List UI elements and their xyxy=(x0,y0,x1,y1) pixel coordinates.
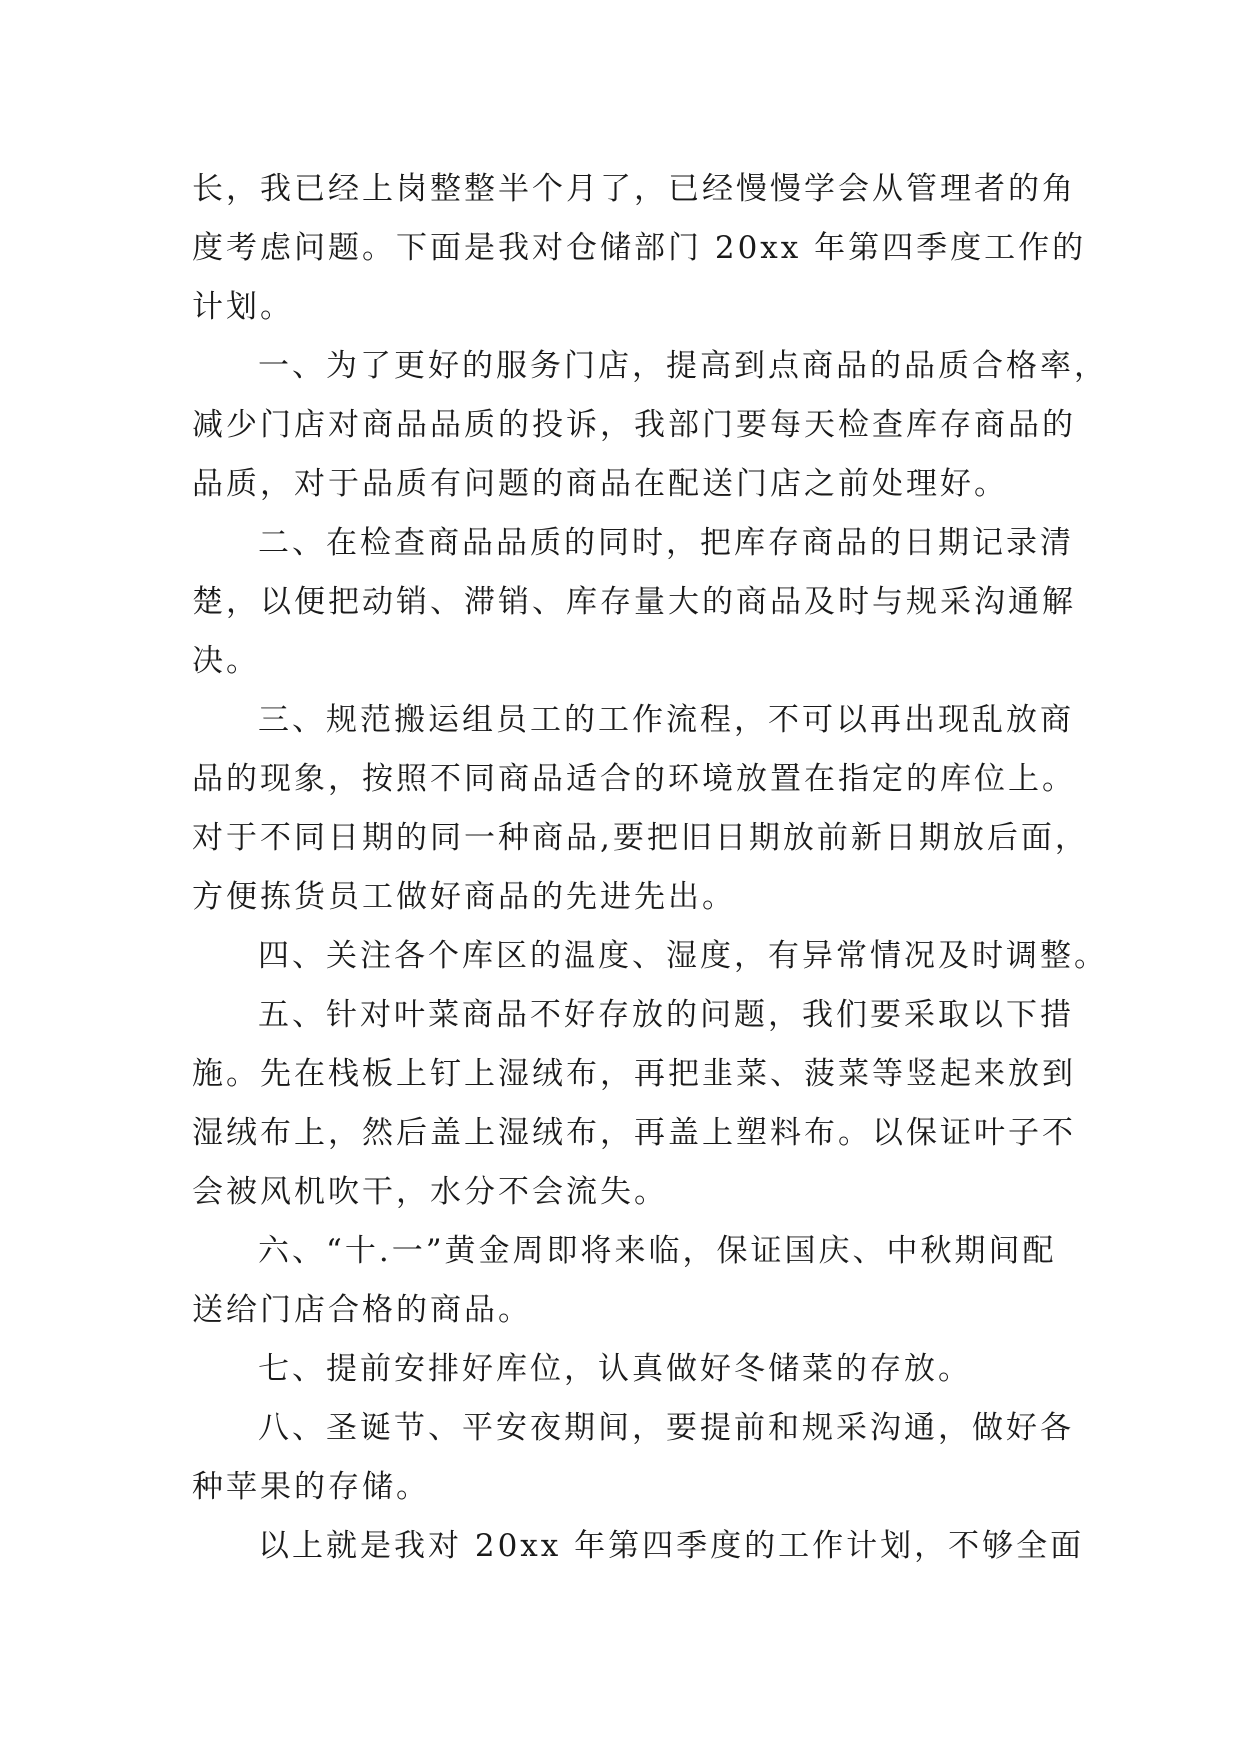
text-line: 品质，对于品质有问题的商品在配送门店之前处理好。 xyxy=(192,466,1008,502)
text-line: 计划。 xyxy=(192,289,294,325)
text-line: 送给门店合格的商品。 xyxy=(192,1292,532,1328)
text-line: 减少门店对商品品质的投诉，我部门要每天检查库存商品的 xyxy=(192,407,1076,443)
text-line: 方便拣货员工做好商品的先进先出。 xyxy=(192,879,736,915)
text-line: 长，我已经上岗整整半个月了，已经慢慢学会从管理者的角 xyxy=(192,171,1076,207)
text-line: 湿绒布上，然后盖上湿绒布，再盖上塑料布。以保证叶子不 xyxy=(192,1115,1076,1151)
text-line: 七、提前安排好库位，认真做好冬储菜的存放。 xyxy=(258,1351,972,1387)
text-line: 以上就是我对 20xx 年第四季度的工作计划，不够全面 xyxy=(258,1528,1085,1564)
text-line: 楚，以便把动销、滞销、库存量大的商品及时与规采沟通解 xyxy=(192,584,1076,620)
text-line: 决。 xyxy=(192,643,260,679)
text-line: 四、关注各个库区的温度、湿度，有异常情况及时调整。 xyxy=(258,938,1108,974)
text-line: 度考虑问题。下面是我对仓储部门 20xx 年第四季度工作的 xyxy=(192,230,1087,266)
text-line: 三、规范搬运组员工的工作流程，不可以再出现乱放商 xyxy=(258,702,1074,738)
text-line: 品的现象，按照不同商品适合的环境放置在指定的库位上。 xyxy=(192,761,1076,797)
text-line: 六、“十.一”黄金周即将来临，保证国庆、中秋期间配 xyxy=(258,1233,1057,1269)
text-line: 八、圣诞节、平安夜期间，要提前和规采沟通，做好各 xyxy=(258,1410,1074,1446)
text-line: 种苹果的存储。 xyxy=(192,1469,430,1505)
text-line: 对于不同日期的同一种商品,要把旧日期放前新日期放后面， xyxy=(192,820,1089,856)
text-line: 会被风机吹干，水分不会流失。 xyxy=(192,1174,668,1210)
text-line: 二、在检查商品品质的同时，把库存商品的日期记录清 xyxy=(258,525,1074,561)
document-page xyxy=(192,160,1108,1576)
text-line: 施。先在栈板上钉上湿绒布，再把韭菜、菠菜等竖起来放到 xyxy=(192,1056,1076,1092)
text-line: 一、为了更好的服务门店，提高到点商品的品质合格率， xyxy=(258,348,1108,384)
text-line: 五、针对叶菜商品不好存放的问题，我们要采取以下措 xyxy=(258,997,1074,1033)
